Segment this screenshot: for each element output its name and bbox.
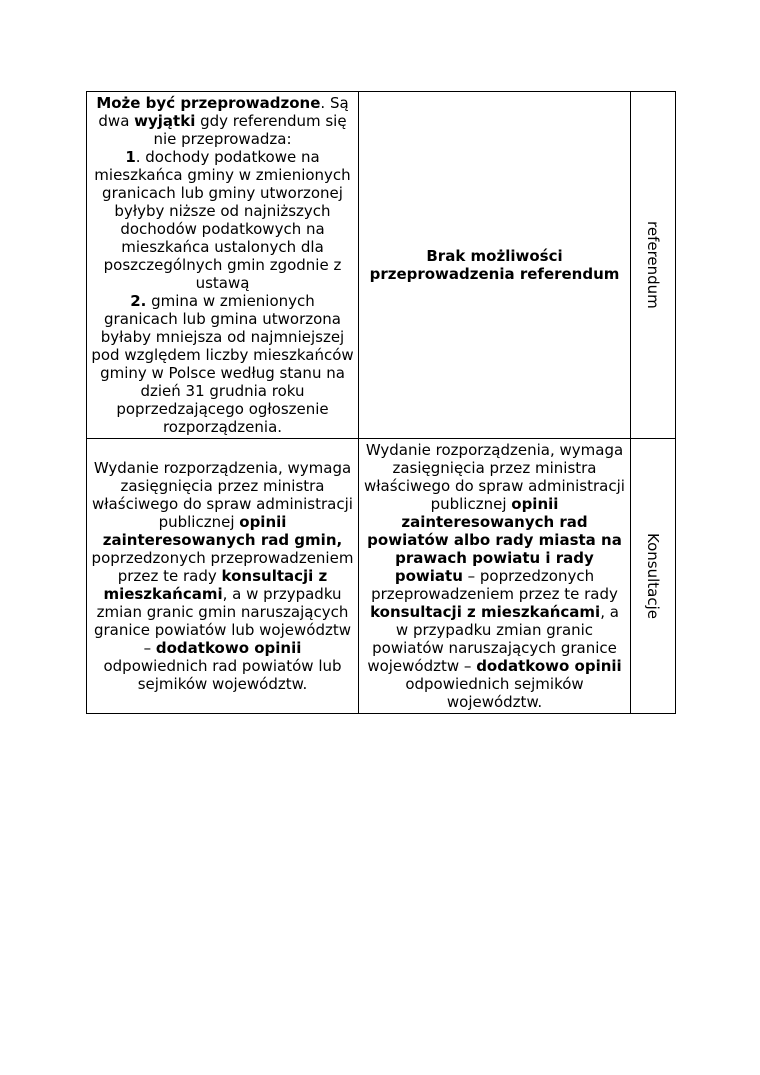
referendum-gmina-bold-2: wyjątki — [134, 112, 196, 130]
referendum-label: referendum — [644, 221, 662, 309]
referendum-powiat-cell — [359, 92, 631, 439]
konsultacje-gmina-text-2: poprzedzonych przeprowadzeniem przez te rady — [91, 549, 354, 585]
referendum-gmina-num-1: 1 — [125, 148, 136, 166]
referendum-gmina-cell — [87, 92, 359, 439]
referendum-gmina-text-4: gmina w zmienionych granicach lub gmina utworzona byłaby mniejsza od najmniejszej pod względem liczby mieszkańców gminy w Polsce według stanu na dzień 31 grudnia roku poprzedzającego ogłoszenie rozporządzenia. — [91, 292, 354, 436]
comparison-table — [86, 91, 676, 714]
konsultacje-powiat-bold-2: konsultacji z mieszkańcami — [370, 603, 601, 621]
konsultacje-powiat-bold-1: opinii zainteresowanych rad powiatów albo rady miasta na prawach powiatu i rady powiatu — [367, 495, 622, 585]
konsultacje-label: Konsultacje — [644, 533, 662, 619]
referendum-label-cell — [631, 92, 676, 439]
konsultacje-powiat-text-2: – poprzedzonych przeprowadzeniem przez te rady — [371, 567, 618, 603]
table-row-referendum — [87, 92, 676, 439]
referendum-gmina-bold-1: Może być przeprowadzone — [96, 94, 321, 112]
konsultacje-gmina-text-4: odpowiednich rad powiatów lub sejmików województw. — [103, 657, 342, 693]
konsultacje-gmina-cell — [87, 439, 359, 714]
table-row-konsultacje — [87, 439, 676, 714]
konsultacje-gmina-bold-3: dodatkowo opinii — [155, 639, 302, 657]
konsultacje-gmina-bold-2: konsultacji z mieszkańcami — [103, 567, 328, 603]
konsultacje-gmina-text-3: , a w przypadku zmian granic gmin naruszających granice powiatów lub województw – — [93, 585, 351, 657]
konsultacje-powiat-text-4: odpowiednich sejmików województw. — [405, 675, 584, 711]
konsultacje-powiat-bold-3: dodatkowo opinii — [476, 657, 622, 675]
konsultacje-label-cell — [631, 439, 676, 714]
referendum-gmina-text-1: . Są dwa — [98, 94, 349, 130]
konsultacje-gmina-bold-1: opinii zainteresowanych rad gmin, — [102, 513, 343, 549]
referendum-powiat-bold: Brak możliwości przeprowadzenia referendum — [369, 247, 620, 283]
referendum-gmina-text-2: gdy referendum się nie przeprowadza: — [153, 112, 347, 148]
konsultacje-gmina-text-1: Wydanie rozporządzenia, wymaga zasięgnięcia przez ministra właściwego do spraw administracji publicznej — [92, 459, 353, 531]
referendum-gmina-num-2: 2. — [130, 292, 147, 310]
referendum-gmina-text-3: . dochody podatkowe na mieszkańca gminy w zmienionych granicach lub gminy utworzonej byłyby niższe od najniższych dochodów podatkowych na mieszkańca ustalonych dla poszczególnych gmin zgodnie z ustawą — [94, 148, 351, 292]
konsultacje-powiat-text-3: , a w przypadku zmian granic powiatów naruszających granice województw – — [367, 603, 619, 675]
konsultacje-powiat-cell — [359, 439, 631, 714]
konsultacje-powiat-text-1: Wydanie rozporządzenia, wymaga zasięgnięcia przez ministra właściwego do spraw administracji publicznej — [364, 441, 625, 513]
